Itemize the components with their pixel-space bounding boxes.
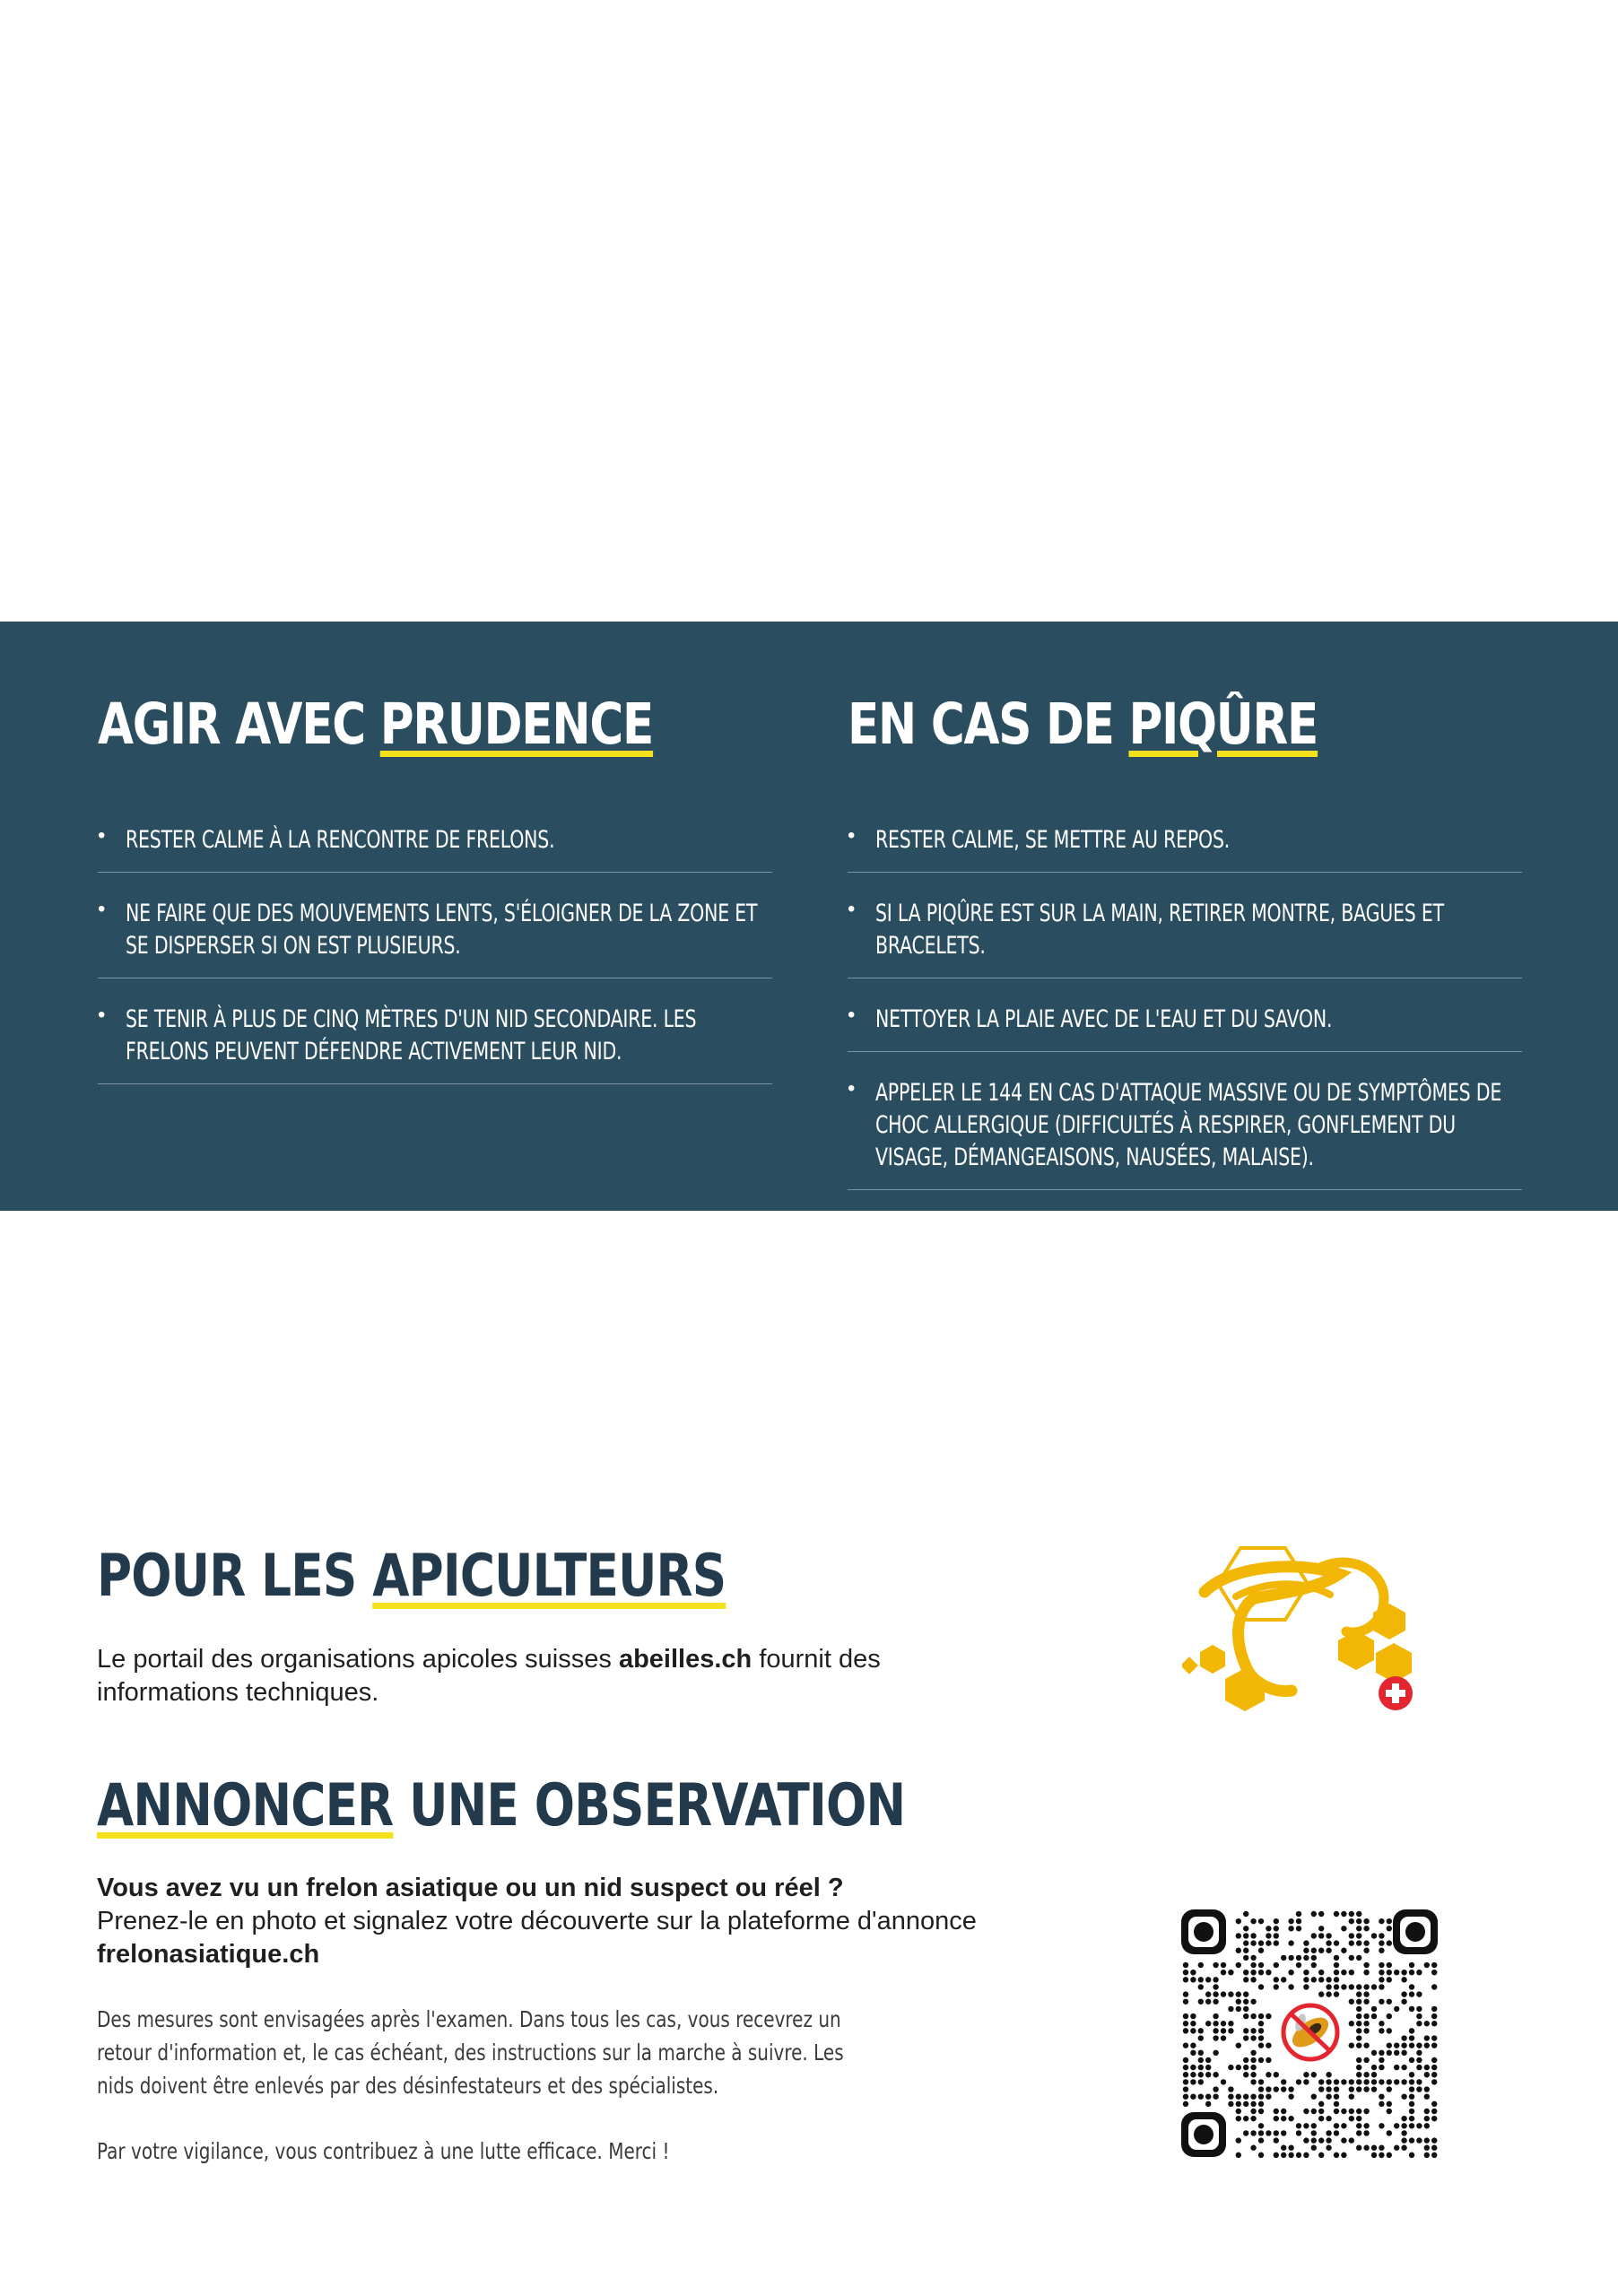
frelonasiatique-link[interactable]: frelonasiatique.ch [97,1940,320,1969]
piqure-title: EN CAS DE PIQÛRE [848,691,1318,757]
apiculteurs-title: POUR LES APICULTEURS [97,1543,726,1610]
list-item: • NETTOYER LA PLAIE AVEC DE L'EAU ET DU SAVON. [848,978,1522,1052]
list-item: • RESTER CALME À LA RENCONTRE DE FRELONS. [98,814,772,873]
hornet-prohibited-icon [1276,2000,1344,2065]
bee-honeycomb-swiss-logo-icon [1182,1543,1433,1713]
safety-band [0,622,1618,1211]
prudence-title: AGIR AVEC PRUDENCE [98,691,654,757]
qr-finder-top-left [1181,1909,1226,1954]
observation-title: ANNONCER UNE OBSERVATION [97,1772,906,1839]
abeilles-link[interactable]: abeilles.ch [618,1645,752,1674]
observation-details: Des mesures sont envisagées après l'examen. Dans tous les cas, vous recevrez un retour d'information et, le cas échéant, des instructions sur la marche à suivre. Les nids doivent être enlevés par des désinfestateurs et des spécialistes. [97,2006,844,2099]
apiculteurs-text: Le portail des organisations apicoles suisses abeilles.ch fournit des informations techniques. [97,1645,881,1707]
prudence-list [98,814,772,1084]
observation-instruction: Prenez-le en photo et signalez votre découverte sur la plateforme d'annonce [97,1907,977,1935]
qr-finder-top-right [1393,1909,1438,1954]
list-item: • APPELER LE 144 EN CAS D'ATTAQUE MASSIVE OU DE SYMPTÔMES DE CHOC ALLERGIQUE (DIFFICULTÉS À RESPIRER, GONFLEMENT DU VISAGE, DÉMANGEAISONS, NAUSÉES, MALAISE). [848,1052,1522,1190]
piqure-list [848,814,1522,1190]
observation-question: Vous avez vu un frelon asiatique ou un nid suspect ou réel ? [97,1874,844,1902]
list-item: • NE FAIRE QUE DES MOUVEMENTS LENTS, S'ÉLOIGNER DE LA ZONE ET SE DISPERSER SI ON EST PLUSIEURS. [98,873,772,978]
list-item: • RESTER CALME, SE METTRE AU REPOS. [848,814,1522,873]
list-item: • SE TENIR À PLUS DE CINQ MÈTRES D'UN NID SECONDAIRE. LES FRELONS PEUVENT DÉFENDRE ACTIVEMENT LEUR NID. [98,978,772,1084]
qr-code-hornet-icon[interactable] [1179,1908,1441,2161]
list-item: • SI LA PIQÛRE EST SUR LA MAIN, RETIRER MONTRE, BAGUES ET BRACELETS. [848,873,1522,978]
qr-finder-bottom-left [1181,2112,1226,2157]
observation-thanks: Par votre vigilance, vous contribuez à une lutte efficace. Merci ! [97,2138,670,2164]
